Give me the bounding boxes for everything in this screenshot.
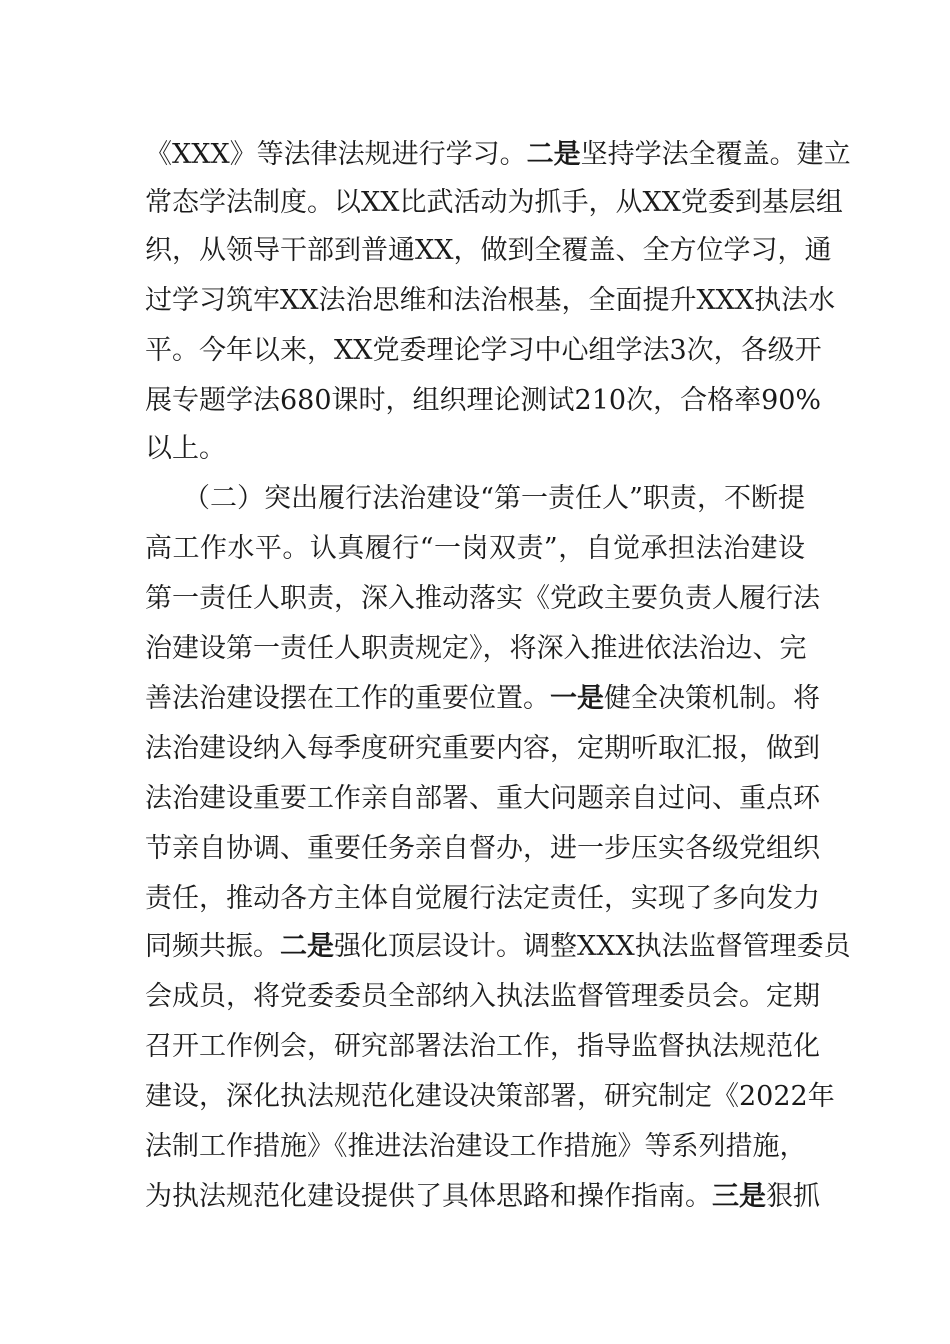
text-line [145,774,820,823]
text-segment: 善法治建设摆在工作的重要位置。 [145,683,550,714]
text-segment: 狠抓 [766,1181,820,1212]
text-segment: （二）突出履行法治建设“第一责任人”职责，不断提 [183,483,805,514]
text-line [145,524,805,573]
text-segment: 同频共振。 [145,931,280,962]
text-segment: 治建设第一责任人职责规定》，将深入推进依法治边、完 [145,633,807,664]
text-segment: 建设，深化执法规范化建设决策部署，研究制定《2022年 [145,1081,835,1112]
text-segment: 会成员，将党委委员全部纳入执法监督管理委员会。定期 [145,981,820,1012]
text-segment: 责任，推动各方主体自觉履行法定责任，实现了多向发力 [145,883,820,914]
text-line [145,276,836,325]
text-line [145,724,820,773]
text-segment: 展专题学法680课时，组织理论测试210次，合格率90% [145,385,822,416]
bold-lead-text: 三是 [712,1181,766,1212]
text-line [145,1072,835,1121]
text-segment: 过学习筑牢XX法治思维和法治根基，全面提升XXX执法水 [145,285,836,316]
text-segment: 为执法规范化建设提供了具体思路和操作指南。 [145,1181,712,1212]
text-segment: 法治建设重要工作亲自部署、重大问题亲自过问、重点环 [145,783,820,814]
text-line [145,624,805,673]
bold-lead-text: 一是 [550,683,604,714]
text-segment: 召开工作例会，研究部署法治工作，指导监督执法规范化 [145,1031,820,1062]
text-segment: 平。今年以来，XX党委理论学习中心组学法3次，各级开 [145,335,822,366]
text-line [145,178,843,227]
text-line [145,674,820,723]
text-line [145,922,851,971]
text-line [145,972,820,1021]
text-line [145,130,851,179]
text-line [145,1122,805,1171]
text-line [145,1022,820,1071]
text-segment: 高工作水平。认真履行“一岗双责”，自觉承担法治建设 [145,533,805,564]
text-line [145,424,805,473]
text-line [145,824,820,873]
text-segment: 法治建设纳入每季度研究重要内容，定期听取汇报，做到 [145,733,820,764]
text-line [145,376,822,425]
text-line [145,874,820,923]
text-line [145,574,820,623]
text-line [145,226,832,275]
text-segment: 节亲自协调、重要任务亲自督办，进一步压实各级党组织 [145,833,820,864]
text-segment: 法制工作措施》《推进法治建设工作措施》等系列措施， [145,1131,807,1162]
text-segment: 健全决策机制。将 [604,683,820,714]
text-segment: 第一责任人职责，深入推动落实《党政主要负责人履行法 [145,583,820,614]
text-segment: 常态学法制度。以XX比武活动为抓手，从XX党委到基层组 [145,187,843,218]
text-line [145,1172,820,1221]
text-segment: 坚持学法全覆盖。建立 [580,139,851,170]
text-segment: 《XXX》等法律法规进行学习。 [145,139,527,170]
text-line [145,326,822,375]
bold-lead-text: 二是 [526,139,581,170]
text-segment: 强化顶层设计。调整XXX执法监督管理委员 [334,931,851,962]
text-line [183,474,805,523]
text-segment: 织，从领导干部到普通XX，做到全覆盖、全方位学习，通 [145,235,832,266]
text-segment: 以上。 [145,433,226,464]
bold-lead-text: 二是 [280,931,334,962]
